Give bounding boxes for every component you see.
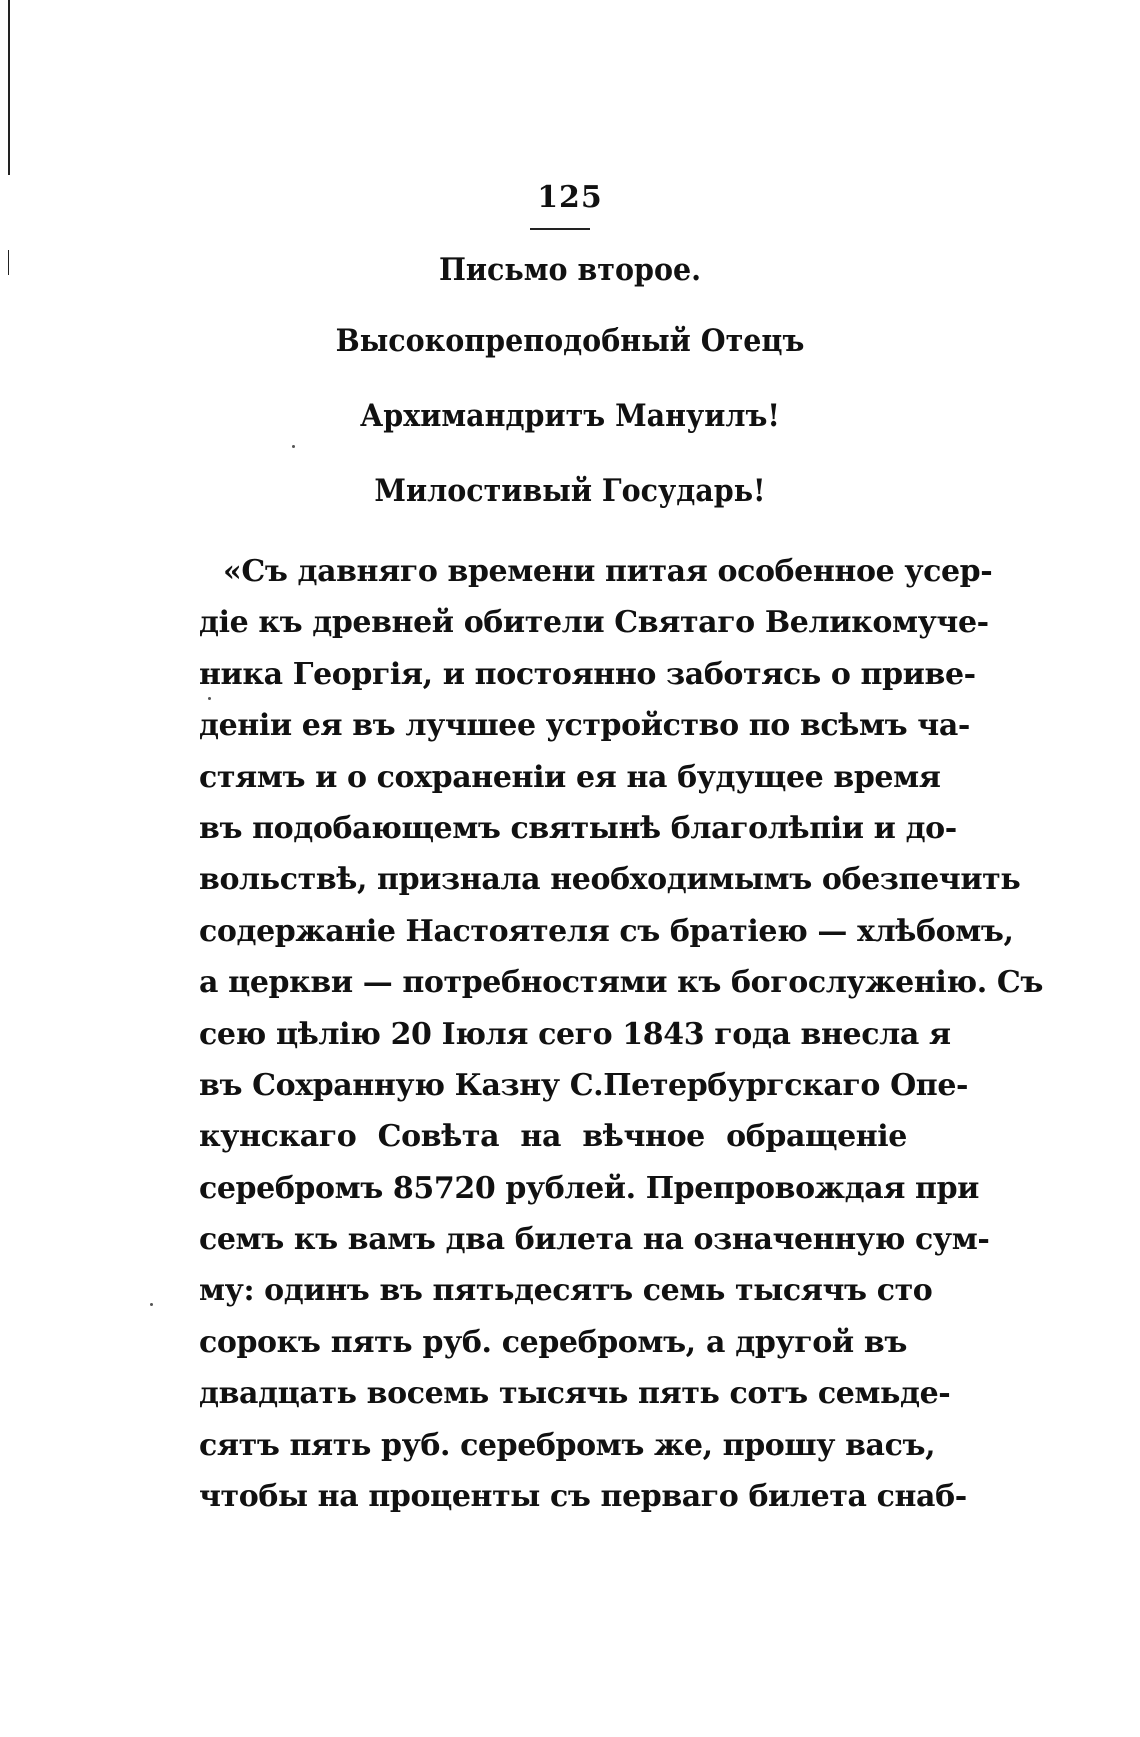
scan-edge-mark bbox=[8, 0, 10, 175]
page-number-rule bbox=[530, 228, 590, 230]
body-line: сятъ пять руб. серебромъ же, прошу васъ, bbox=[199, 1427, 936, 1463]
paper-speck bbox=[292, 445, 295, 448]
body-line: стямъ и о сохраненіи ея на будущее время bbox=[199, 759, 941, 795]
body-line: сорокъ пять руб. серебромъ, а другой въ bbox=[199, 1324, 907, 1360]
body-line: серебромъ 85720 рублей. Препровождая при bbox=[199, 1170, 980, 1206]
letter-body bbox=[199, 546, 1043, 1522]
salutation-line-3: Милостивый Государь! bbox=[374, 473, 766, 509]
paper-speck bbox=[208, 697, 211, 700]
salutation-line-1: Высокопреподобный Отецъ bbox=[335, 323, 805, 359]
paper-speck bbox=[150, 1303, 153, 1306]
body-line: діе къ древней обители Святаго Великомуче- bbox=[199, 605, 989, 641]
body-line: сею цѣлію 20 Іюля сего 1843 года внесла я bbox=[199, 1016, 951, 1052]
body-line: въ подобающемъ святынѣ благолѣпіи и до- bbox=[199, 810, 957, 846]
salutation-line-2: Архимандритъ Мануилъ! bbox=[360, 398, 780, 434]
body-line: а церкви — потребностями къ богослуженію. Съ bbox=[199, 965, 1043, 1001]
letter-title: Письмо второе. bbox=[438, 252, 702, 288]
body-line: чтобы на проценты съ перваго билета снаб- bbox=[199, 1479, 967, 1515]
body-line: му: одинъ въ пятьдесятъ семь тысячъ сто bbox=[199, 1273, 933, 1309]
body-line: семъ къ вамъ два билета на означенную сум- bbox=[199, 1222, 990, 1258]
page-number: 125 bbox=[537, 180, 603, 215]
body-line: кунскаго Совѣта на вѣчное обращеніе bbox=[199, 1119, 907, 1155]
body-line: вольствѣ, признала необходимымъ обезпечить bbox=[199, 862, 1021, 898]
body-line: въ Сохранную Казну С.Петербургскаго Опе- bbox=[199, 1067, 969, 1103]
body-line: двадцать восемь тысячь пять сотъ семьде- bbox=[199, 1376, 951, 1412]
body-line: содержаніе Настоятеля съ братіею — хлѣбомъ, bbox=[199, 913, 1014, 949]
body-line: деніи ея въ лучшее устройство по всѣмъ ча- bbox=[199, 708, 970, 744]
scan-edge-mark-lower bbox=[8, 250, 9, 275]
body-line: ника Георгія, и постоянно заботясь о приве- bbox=[199, 656, 976, 692]
body-line: «Съ давняго времени питая особенное усер- bbox=[223, 554, 993, 589]
